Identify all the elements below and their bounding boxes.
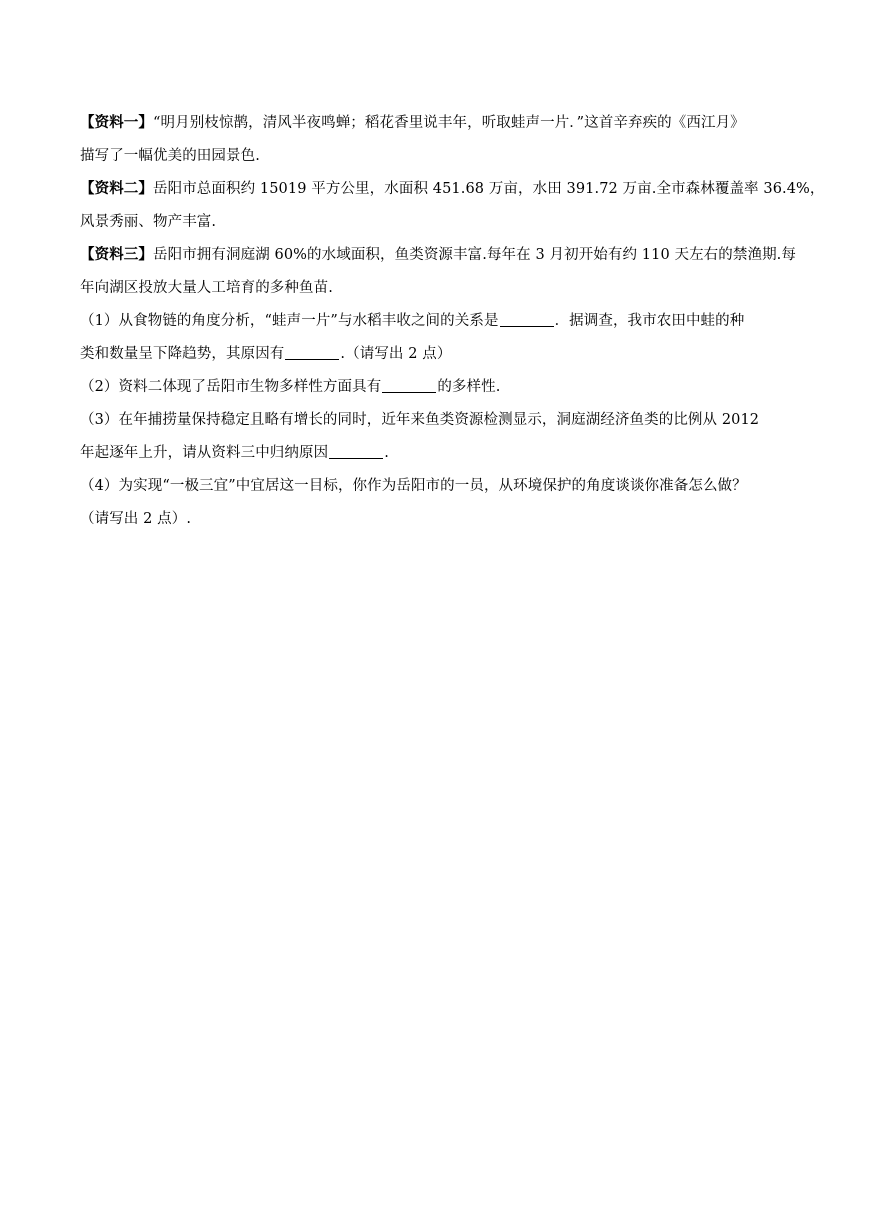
- question-1-text-b: ．据调查，我市农田中蛙的种: [554, 313, 745, 329]
- question-1-text-d: .（请写出 2 点）: [340, 346, 452, 362]
- material-3-line-2: [80, 277, 792, 299]
- question-4-line-1: [80, 475, 792, 497]
- material-3-text-1: 岳阳市拥有洞庭湖 60%的水域面积，鱼类资源丰富.每年在 3 月初开始有约 110 天左右的禁渔期.每: [153, 247, 796, 263]
- question-3-line-2: [80, 442, 792, 464]
- answer-blank-3[interactable]: [382, 376, 436, 393]
- material-1-line-1: [80, 112, 792, 134]
- document-content: [80, 112, 825, 530]
- material-1-label: 【资料一】: [80, 114, 153, 131]
- question-3-line-1: [80, 409, 792, 431]
- material-2-text-2: 风景秀丽、物产丰富.: [80, 214, 217, 230]
- question-2-line-1: [80, 376, 792, 398]
- material-1-line-2: [80, 145, 792, 167]
- question-4-text-1: （4）为实现“一极三宜”中宜居这一目标，你作为岳阳市的一员，从环境保护的角度谈谈你准备怎么做？: [80, 478, 747, 494]
- material-2-line-1: [80, 178, 825, 200]
- question-2-text-a: （2）资料二体现了岳阳市生物多样性方面具有: [80, 379, 382, 395]
- question-1-text-a: （1）从食物链的角度分析，“蛙声一片”与水稻丰收之间的关系是: [80, 313, 499, 329]
- material-3-label: 【资料三】: [80, 246, 153, 263]
- answer-blank-4[interactable]: [329, 442, 383, 459]
- material-1-text-2: 描写了一幅优美的田园景色.: [80, 148, 260, 164]
- question-3-text-a: 年起逐年上升，请从资料三中归纳原因: [80, 445, 329, 461]
- material-3-text-2: 年向湖区投放大量人工培育的多种鱼苗.: [80, 280, 333, 296]
- question-1-line-1: [80, 310, 792, 332]
- answer-blank-2[interactable]: [285, 343, 339, 360]
- question-3-text-1: （3）在年捕捞量保持稳定且略有增长的同时，近年来鱼类资源检测显示，洞庭湖经济鱼类的比例从 2012: [80, 412, 760, 428]
- question-2-text-b: 的多样性.: [437, 379, 501, 395]
- answer-blank-1[interactable]: [500, 310, 554, 327]
- material-2-line-2: [80, 211, 792, 233]
- question-4-line-2: [80, 508, 792, 530]
- question-4-text-2: （请写出 2 点）.: [80, 511, 192, 527]
- question-1-line-2: [80, 343, 792, 365]
- material-1-text-1: “明月别枝惊鹊，清风半夜鸣蝉；稻花香里说丰年，听取蛙声一片．”这首辛弃疾的《西江月》: [153, 115, 745, 131]
- material-2-text-1: 岳阳市总面积约 15019 平方公里，水面积 451.68 万亩，水田 391.72 万亩.全市森林覆盖率 36.4%，: [153, 181, 825, 197]
- question-3-text-b: .: [384, 445, 389, 461]
- material-3-line-1: [80, 244, 796, 266]
- material-2-label: 【资料二】: [80, 180, 153, 197]
- question-1-text-c: 类和数量呈下降趋势，其原因有: [80, 346, 285, 362]
